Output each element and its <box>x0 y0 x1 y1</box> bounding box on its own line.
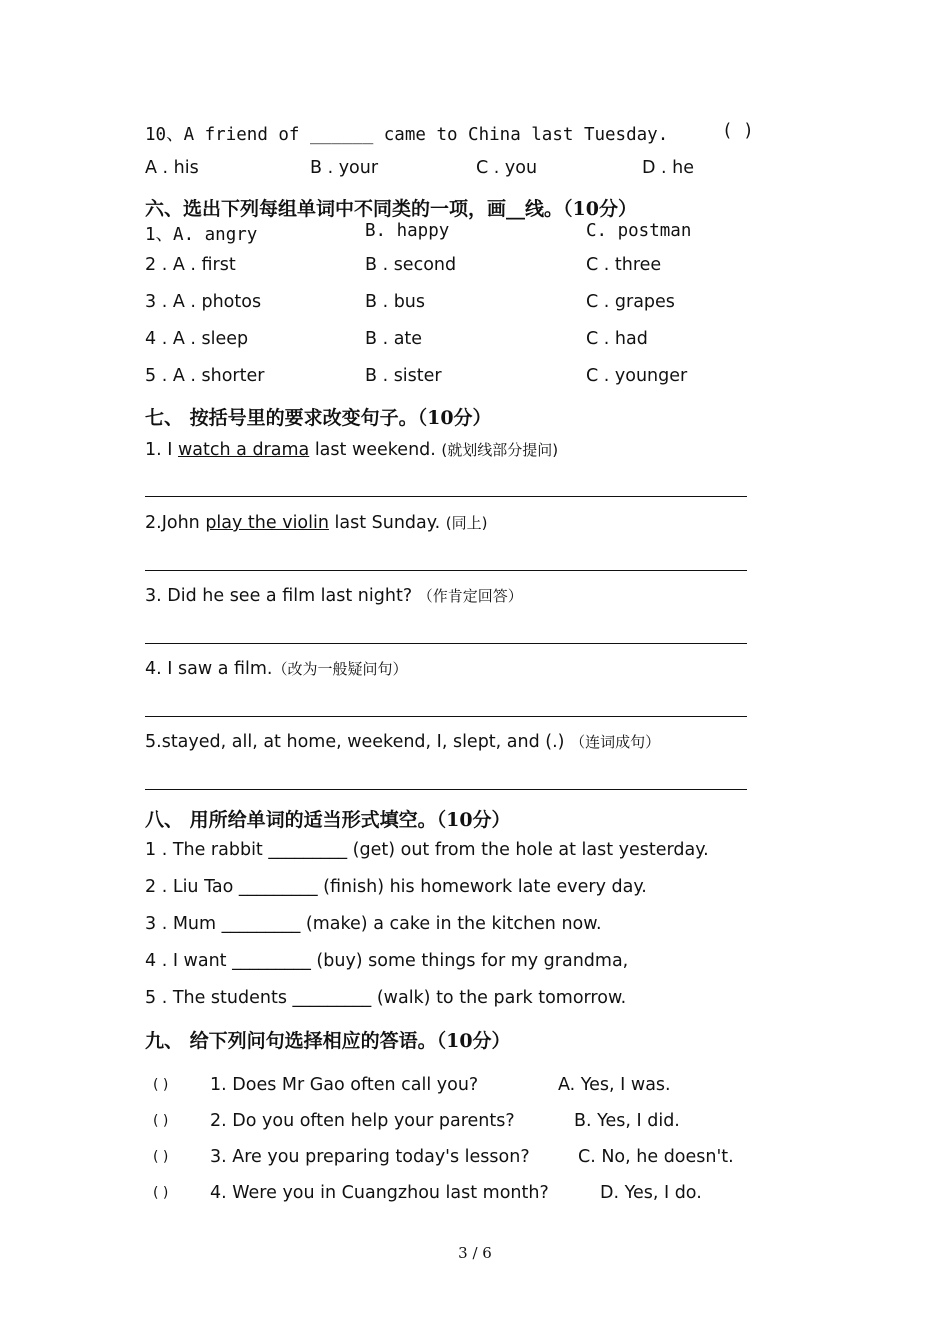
sec6-row2-c: C . three <box>586 255 662 275</box>
sec9-bracket-4: ( ) <box>153 1185 169 1201</box>
sec6-row2-b: B . second <box>365 255 457 275</box>
sec7-item-2-pre: 2.John <box>145 513 206 533</box>
section6-title-text: 六、选出下列每组单词中不同类的一项，画 <box>145 198 507 220</box>
answer-line-1 <box>145 496 747 497</box>
sec6-row3-a: 3 . A . photos <box>145 292 262 312</box>
q10-blank: ______ <box>310 125 374 145</box>
q10-stem-a: A friend of <box>183 125 311 145</box>
sec7-item-5-pre: 5.stayed, all, at home, weekend, I, slept, and (.) <box>145 732 571 752</box>
sec7-item-2-note: (同上) <box>445 514 488 532</box>
sec8-item-5: 5 . The students _________ (walk) to the park tomorrow. <box>145 988 627 1008</box>
sec7-item-5-note: （连词成句） <box>570 733 661 751</box>
q10-stem-b: came to China last Tuesday. <box>373 125 669 145</box>
page-number: 3 / 6 <box>458 1244 492 1262</box>
sec6-row1-b: B. happy <box>365 221 450 241</box>
sec6-row2-a: 2 . A . first <box>145 255 236 275</box>
sec9-bracket-3: ( ) <box>153 1149 169 1165</box>
sec9-question-2: 2. Do you often help your parents? <box>210 1111 515 1131</box>
sec7-item-2 <box>145 512 487 533</box>
sec7-item-1-underlined: watch a drama <box>177 440 310 460</box>
sec7-item-1-note: (就划线部分提问) <box>441 441 559 459</box>
sec7-item-3 <box>145 585 523 606</box>
sec9-question-1: 1. Does Mr Gao often call you? <box>210 1075 479 1095</box>
section8-title: 八、 用所给单词的适当形式填空。（10分） <box>145 809 511 831</box>
sec9-answer-2: B. Yes, I did. <box>574 1111 680 1131</box>
q10-answer-bracket: ( ) <box>722 121 754 141</box>
section9-title: 九、 给下列问句选择相应的答语。（10分） <box>145 1030 511 1052</box>
sec7-item-2-underlined: play the violin <box>205 513 329 533</box>
sec9-bracket-1: ( ) <box>153 1077 169 1093</box>
sec9-answer-4: D. Yes, I do. <box>600 1183 702 1203</box>
section7-title: 七、 按括号里的要求改变句子。（10分） <box>145 407 492 429</box>
sec6-row3-b: B . bus <box>365 292 426 312</box>
sec7-item-4-note: （改为一般疑问句） <box>272 660 408 678</box>
sec6-row4-c: C . had <box>586 329 648 349</box>
q10-option-b: B . your <box>310 158 379 178</box>
sec9-answer-1: A. Yes, I was. <box>558 1075 671 1095</box>
sec6-row5-c: C . younger <box>586 366 688 386</box>
sec8-item-1: 1 . The rabbit _________ (get) out from the hole at last yesterday. <box>145 840 709 860</box>
sec6-row1-c: C. postman <box>586 221 692 241</box>
q10-prefix: 10、 <box>145 125 184 145</box>
sec6-row5-a: 5 . A . shorter <box>145 366 265 386</box>
section6-title-end: 线。（10分） <box>525 198 637 220</box>
sec6-row4-a: 4 . A . sleep <box>145 329 249 349</box>
sec9-question-3: 3. Are you preparing today's lesson? <box>210 1147 530 1167</box>
section6-title-blank: __ <box>506 198 526 220</box>
sec7-item-4-pre: 4. I saw a film. <box>145 659 273 679</box>
sec7-item-1-pre: 1. I <box>145 440 178 460</box>
sec9-answer-3: C. No, he doesn't. <box>578 1147 734 1167</box>
q10-option-a: A . his <box>145 158 199 178</box>
sec8-item-3: 3 . Mum _________ (make) a cake in the kitchen now. <box>145 914 602 934</box>
section6-title <box>145 194 637 221</box>
sec8-item-2: 2 . Liu Tao _________ (finish) his homework late every day. <box>145 877 647 897</box>
sec9-bracket-2: ( ) <box>153 1113 169 1129</box>
q10-stem <box>145 121 668 146</box>
sec6-row4-b: B . ate <box>365 329 423 349</box>
answer-line-5 <box>145 789 747 790</box>
answer-line-2 <box>145 570 747 571</box>
sec7-item-1 <box>145 439 558 460</box>
sec7-item-4 <box>145 658 408 679</box>
sec6-row1-a: 1、A. angry <box>145 225 258 245</box>
sec6-row3-c: C . grapes <box>586 292 675 312</box>
sec8-item-4: 4 . I want _________ (buy) some things for my grandma, <box>145 951 629 971</box>
sec7-item-5 <box>145 731 660 752</box>
sec6-row5-b: B . sister <box>365 366 442 386</box>
answer-line-4 <box>145 716 747 717</box>
sec7-item-3-pre: 3. Did he see a film last night? <box>145 586 418 606</box>
q10-option-c: C . you <box>476 158 538 178</box>
q10-option-d: D . he <box>642 158 695 178</box>
sec9-question-4: 4. Were you in Cuangzhou last month? <box>210 1183 549 1203</box>
answer-line-3 <box>145 643 747 644</box>
sec7-item-1-post: last weekend. <box>309 440 442 460</box>
sec7-item-3-note: （作肯定回答） <box>417 587 523 605</box>
sec7-item-2-post: last Sunday. <box>328 513 446 533</box>
